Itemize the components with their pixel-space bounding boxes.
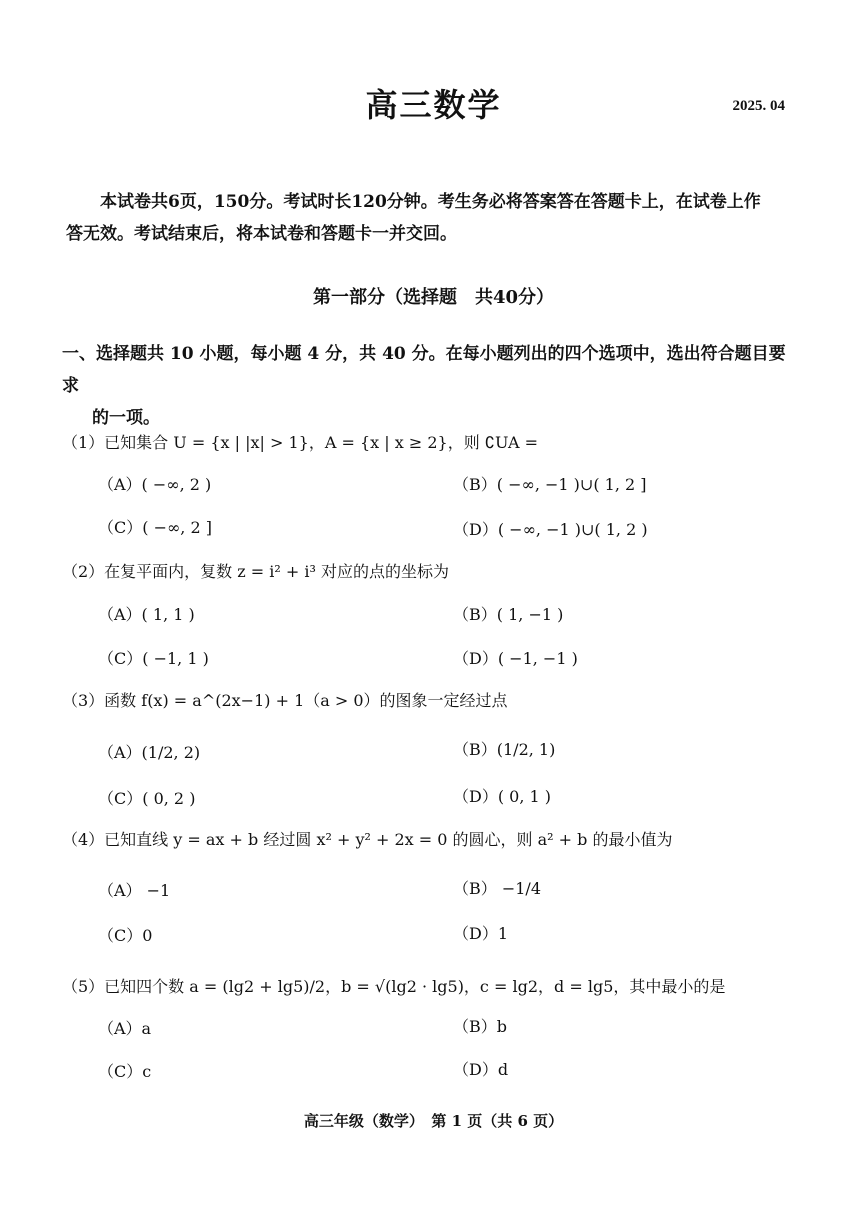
section-instructions [62,338,802,434]
question-4-option-b: （B） −1/4 [453,879,542,898]
question-5-option-d: （D）d [453,1060,509,1079]
exam-instructions: 本试卷共6页，150分。考试时长120分钟。考生务必将答案答在答题卡上，在试卷上作答无效。考试结束后，将本试卷和答题卡一并交回。 [66,192,761,244]
page-footer: 高三年级（数学） 第 1 页（共 6 页） [303,1112,564,1130]
question-4-option-a: （A） −1 [98,881,171,900]
question-2-stem: （2）在复平面内，复数 z = i² + i³ 对应的点的坐标为 [62,562,450,581]
question-2-option-c: （C）( −1, 1 ) [98,649,209,668]
question-1-option-a: （A）( −∞, 2 ) [98,475,212,494]
question-3-option-b: （B）(1/2, 1) [453,740,556,759]
question-2-option-d: （D）( −1, −1 ) [453,649,578,668]
question-5-stem: （5）已知四个数 a = (lg2 + lg5)/2，b = √(lg2 · lg5)，c = lg2，d = lg5，其中最小的是 [62,977,726,996]
question-3-option-a: （A）(1/2, 2) [98,743,201,762]
question-1-option-b: （B）( −∞, −1 )∪( 1, 2 ] [453,475,647,494]
question-2-option-a: （A）( 1, 1 ) [98,605,195,624]
question-1-stem: （1）已知集合 U = {x | |x| > 1}，A = {x | x ≥ 2}，则 ∁UA = [62,433,539,452]
question-4-stem: （4）已知直线 y = ax + b 经过圆 x² + y² + 2x = 0 的圆心，则 a² + b 的最小值为 [62,830,673,849]
question-5-option-b: （B）b [453,1017,508,1036]
question-3-option-c: （C）( 0, 2 ) [98,789,196,808]
question-1-option-c: （C）( −∞, 2 ] [98,518,212,537]
page-title: 高三数学 [365,86,502,124]
question-5-option-c: （C）c [98,1062,152,1081]
question-2-option-b: （B）( 1, −1 ) [453,605,564,624]
exam-date: 2025. 04 [732,98,785,114]
question-1-option-d: （D）( −∞, −1 )∪( 1, 2 ) [453,520,648,539]
question-3-stem: （3）函数 f(x) = a^(2x−1) + 1（a > 0）的图象一定经过点 [62,691,508,710]
question-4-option-c: （C）0 [98,926,153,945]
question-3-option-d: （D）( 0, 1 ) [453,787,552,806]
question-4-option-d: （D）1 [453,924,509,943]
section-instructions-line1: 一、选择题共 10 小题，每小题 4 分，共 40 分。在每小题列出的四个选项中，选出符合题目要求 [62,344,786,396]
question-5-option-a: （A）a [98,1019,152,1038]
section-instructions-line2: 的一项。 [92,408,160,428]
part-title: 第一部分（选择题 共40分） [312,287,555,308]
